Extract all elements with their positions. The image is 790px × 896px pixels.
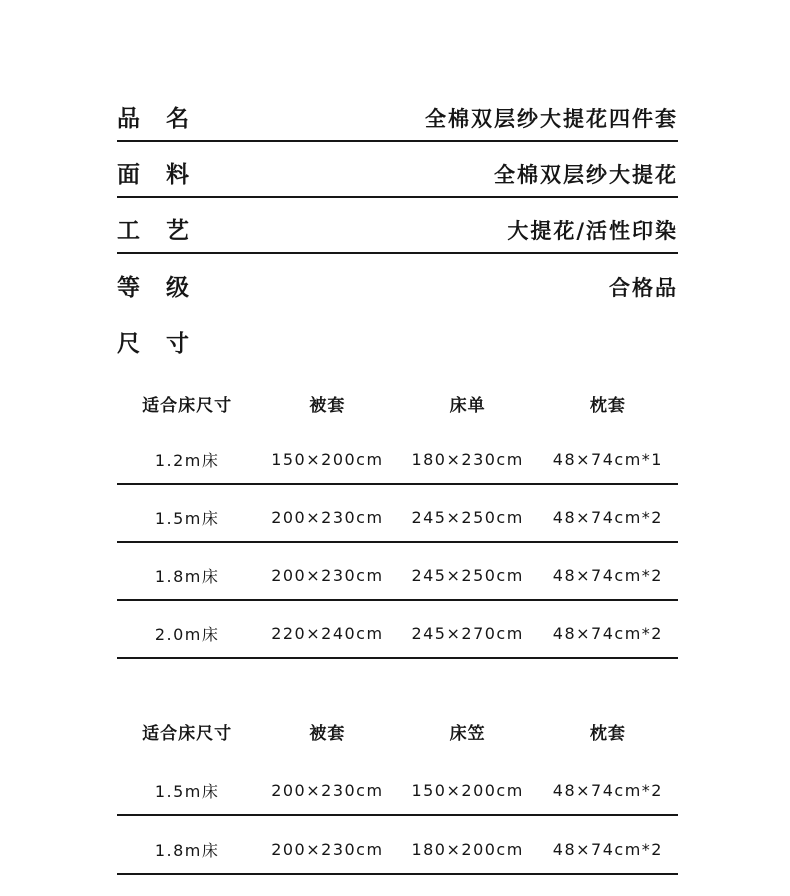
- table-cell-pillowcase: 48×74cm*2: [552, 839, 663, 859]
- col-header-duvet-cover: 被套: [309, 395, 346, 416]
- spec-label-char: 级: [166, 274, 189, 301]
- table-cell-pillowcase: 48×74cm*2: [552, 565, 663, 585]
- spec-label-char: 面: [117, 161, 140, 188]
- spec-value-craft: 大提花/活性印染: [507, 218, 678, 243]
- spec-row-fabric: [117, 154, 678, 198]
- spec-row-size: [117, 322, 678, 366]
- table-cell-duvet-cover: 200×230cm: [271, 565, 384, 585]
- table-cell-fitted-sheet: 150×200cm: [411, 780, 524, 800]
- table-cell-duvet-cover: 200×230cm: [271, 780, 384, 800]
- table-row: [117, 435, 678, 485]
- table-cell-pillowcase: 48×74cm*2: [552, 623, 663, 643]
- table-cell-duvet-cover: 200×230cm: [271, 507, 384, 527]
- table-cell-bed-size: 1.5m床: [154, 508, 220, 528]
- table-cell-flat-sheet: 180×230cm: [411, 449, 524, 469]
- spec-label-char: 工: [117, 217, 140, 244]
- table-cell-pillowcase: 48×74cm*1: [552, 449, 663, 469]
- spec-value-product-name: 全棉双层纱大提花四件套: [425, 106, 678, 131]
- col-header-duvet-cover: 被套: [309, 723, 346, 744]
- spec-label-size: [117, 330, 189, 357]
- spec-label-char: 料: [166, 161, 189, 188]
- spec-row-product-name: [117, 98, 678, 142]
- spec-row-craft: [117, 210, 678, 254]
- product-spec-sheet: [117, 98, 678, 875]
- spec-label-fabric: [117, 161, 189, 188]
- table-header-row: [117, 709, 678, 753]
- spec-label-char: 尺: [117, 330, 140, 357]
- table-cell-duvet-cover: 220×240cm: [271, 623, 384, 643]
- col-header-bed-size: 适合床尺寸: [142, 395, 233, 416]
- table-row: [117, 766, 678, 816]
- spec-label-char: 寸: [166, 330, 189, 357]
- table-cell-flat-sheet: 245×250cm: [411, 507, 524, 527]
- spec-label-char: 艺: [166, 217, 189, 244]
- table-row: [117, 609, 678, 659]
- spec-row-grade: [117, 266, 678, 310]
- spec-label-grade: [117, 274, 189, 301]
- table-cell-flat-sheet: 245×250cm: [411, 565, 524, 585]
- table-cell-pillowcase: 48×74cm*2: [552, 780, 663, 800]
- table-cell-duvet-cover: 150×200cm: [271, 449, 384, 469]
- spec-label-craft: [117, 217, 189, 244]
- table-cell-bed-size: 1.8m床: [154, 840, 220, 860]
- table-cell-fitted-sheet: 180×200cm: [411, 839, 524, 859]
- size-table-flat-sheet: [117, 381, 678, 659]
- table-header-row: [117, 381, 678, 425]
- col-header-pillowcase: 枕套: [589, 723, 626, 744]
- table-cell-bed-size: 1.8m床: [154, 566, 220, 586]
- col-header-pillowcase: 枕套: [589, 395, 626, 416]
- spec-value-fabric: 全棉双层纱大提花: [494, 162, 678, 187]
- table-cell-bed-size: 1.2m床: [154, 450, 220, 470]
- table-cell-bed-size: 1.5m床: [154, 781, 220, 801]
- spec-label-product-name: [117, 105, 189, 132]
- table-cell-bed-size: 2.0m床: [154, 624, 220, 644]
- spec-list: [117, 98, 678, 366]
- table-row: [117, 551, 678, 601]
- size-table-fitted-sheet: [117, 709, 678, 875]
- table-row: [117, 493, 678, 543]
- col-header-bed-size: 适合床尺寸: [142, 723, 233, 744]
- table-cell-duvet-cover: 200×230cm: [271, 839, 384, 859]
- table-row: [117, 825, 678, 875]
- spec-label-char: 品: [117, 105, 140, 132]
- table-cell-pillowcase: 48×74cm*2: [552, 507, 663, 527]
- spec-value-grade: 合格品: [609, 275, 678, 300]
- table-cell-flat-sheet: 245×270cm: [411, 623, 524, 643]
- col-header-fitted-sheet: 床笠: [449, 723, 486, 744]
- spec-label-char: 名: [166, 105, 189, 132]
- spec-label-char: 等: [117, 274, 140, 301]
- col-header-flat-sheet: 床单: [449, 395, 486, 416]
